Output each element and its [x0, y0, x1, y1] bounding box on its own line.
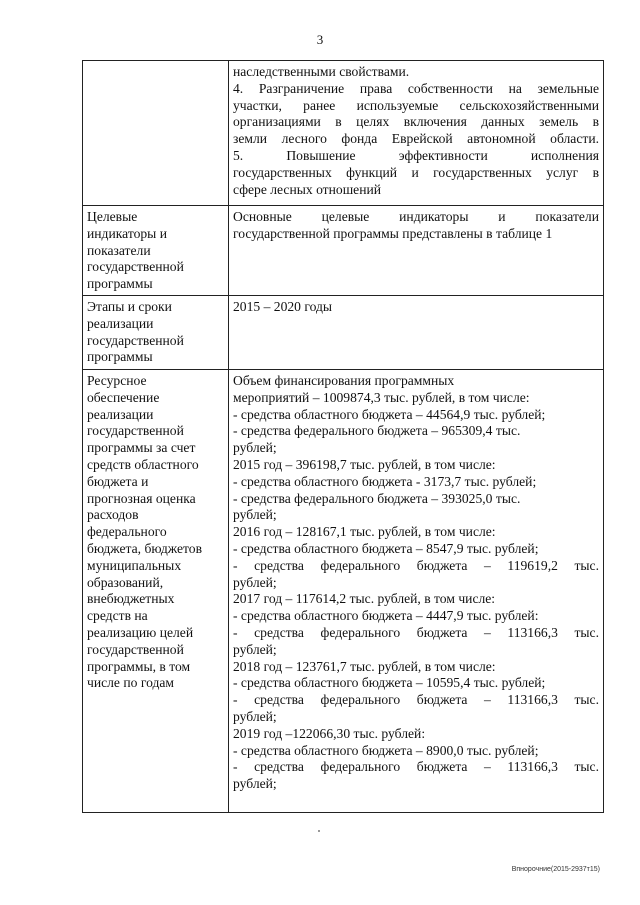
row-label-line: Ресурсное [87, 372, 147, 388]
row-content-line: рублей; [233, 574, 277, 590]
row-content-line: государственной программы представлены в таблице 1 [233, 225, 553, 241]
row-content-line: наследственными свойствами. [233, 64, 410, 79]
row-content-line: 2019 год –122066,30 тыс. рублей: [233, 725, 426, 741]
row-label-line: показатели [87, 242, 151, 258]
row-label-cell [83, 295, 229, 369]
row-content-line: организациями в целях включения данных земель в [233, 114, 599, 130]
row-label-cell [83, 206, 229, 296]
row-content-line: - средства федерального бюджета – 393025,0 тыс. [233, 490, 521, 506]
row-label-line: бюджета, бюджетов [87, 540, 203, 556]
row-content-line: - средства федерального бюджета – 113166,3 тыс. [233, 624, 599, 640]
row-content-line: - средства областного бюджета – 8547,9 тыс. рублей; [233, 540, 539, 556]
row-label-line: прогнозная оценка [87, 490, 196, 506]
row-label-line: Этапы и сроки [87, 298, 172, 314]
scan-artifact [318, 830, 320, 832]
row-label-line: реализации [87, 315, 154, 331]
row-content-line: рублей; [233, 507, 277, 523]
page-number: 3 [316, 32, 324, 47]
row-content-line: - средства федерального бюджета – 965309,4 тыс. [233, 423, 521, 439]
row-content-line: участки, ранее используемые сельскохозяйственными [233, 97, 599, 113]
row-content-line: 2018 год – 123761,7 тыс. рублей, в том числе: [233, 658, 496, 674]
row-label-line: программы [87, 349, 153, 365]
row-content-line: государственных функций и государственных услуг в [233, 164, 599, 180]
row-label-line: индикаторы и [87, 225, 167, 241]
row-label-line: государственной [87, 259, 184, 275]
table-row [83, 295, 604, 369]
row-content-line: Основные целевые индикаторы и показатели [233, 209, 599, 224]
row-label-line: государственной [87, 423, 184, 439]
row-content-line: 4. Разграничение права собственности на земельные [233, 80, 599, 96]
row-label-line: федерального [87, 524, 167, 540]
table-row [83, 206, 604, 296]
row-label-line: государственной [87, 641, 184, 657]
row-content-cell [229, 206, 604, 296]
row-label-line: государственной [87, 332, 184, 348]
row-content-line: - средства областного бюджета – 44564,9 тыс. рублей; [233, 406, 546, 422]
row-label-line: реализацию целей [87, 624, 194, 640]
row-content-cell [229, 61, 604, 206]
row-label-line: обеспечение [87, 389, 160, 405]
row-content-line: - средства областного бюджета - 3173,7 тыс. рублей; [233, 473, 537, 489]
row-content-line: сфере лесных отношений [233, 181, 382, 197]
row-label-line: программы [87, 276, 153, 292]
row-content-cell [229, 369, 604, 812]
row-label-line: расходов [87, 507, 139, 523]
row-content-line: 2017 год – 117614,2 тыс. рублей, в том числе: [233, 591, 496, 607]
row-content-line: земли лесного фонда Еврейской автономной области. [233, 131, 599, 147]
table-row [83, 61, 604, 206]
row-content-line: мероприятий – 1009874,3 тыс. рублей, в том числе: [233, 389, 530, 405]
row-label-line: муниципальных [87, 557, 182, 573]
row-label-line: образований, [87, 574, 164, 590]
row-content-cell [229, 295, 604, 369]
row-content-line: 2016 год – 128167,1 тыс. рублей, в том числе: [233, 524, 496, 540]
row-label-line: средств на [87, 608, 148, 624]
row-label-line: средств областного [87, 456, 199, 472]
row-content-line: рублей; [233, 641, 277, 657]
row-content-line: - средства федерального бюджета – 113166,3 тыс. [233, 692, 599, 708]
row-content-line: - средства областного бюджета – 10595,4 тыс. рублей; [233, 675, 546, 691]
row-content-line: 5. Повышение эффективности исполнения [233, 147, 599, 163]
row-label-cell [83, 369, 229, 812]
program-passport-table [82, 60, 604, 813]
row-content-line: 2015 год – 396198,7 тыс. рублей, в том числе: [233, 456, 496, 472]
row-content-line: - средства областного бюджета – 4447,9 тыс. рублей: [233, 608, 539, 624]
row-label-line: числе по годам [87, 675, 175, 691]
row-label-line: Целевые [87, 209, 138, 224]
row-label-line: реализации [87, 406, 154, 422]
row-label-line: внебюджетных [87, 591, 175, 607]
row-label-line: бюджета и [87, 473, 149, 489]
row-content-line: рублей; [233, 708, 277, 724]
row-content-line: Объем финансирования программных [233, 372, 455, 388]
row-label-line: программы, в том [87, 658, 191, 674]
row-content-line: рублей; [233, 776, 277, 792]
row-content-line: 2015 – 2020 годы [233, 298, 333, 314]
row-label-line: программы за счет [87, 440, 196, 456]
row-content-line: рублей; [233, 440, 277, 456]
row-content-line: - средства федерального бюджета – 119619,2 тыс. [233, 557, 599, 573]
row-label-cell [83, 61, 229, 206]
row-content-line: - средства федерального бюджета – 113166,3 тыс. [233, 759, 599, 775]
table-row [83, 369, 604, 812]
document-footer-code: Впнорочние(2015-2937т15) [511, 866, 600, 873]
row-content-line: - средства областного бюджета – 8900,0 тыс. рублей; [233, 742, 539, 758]
